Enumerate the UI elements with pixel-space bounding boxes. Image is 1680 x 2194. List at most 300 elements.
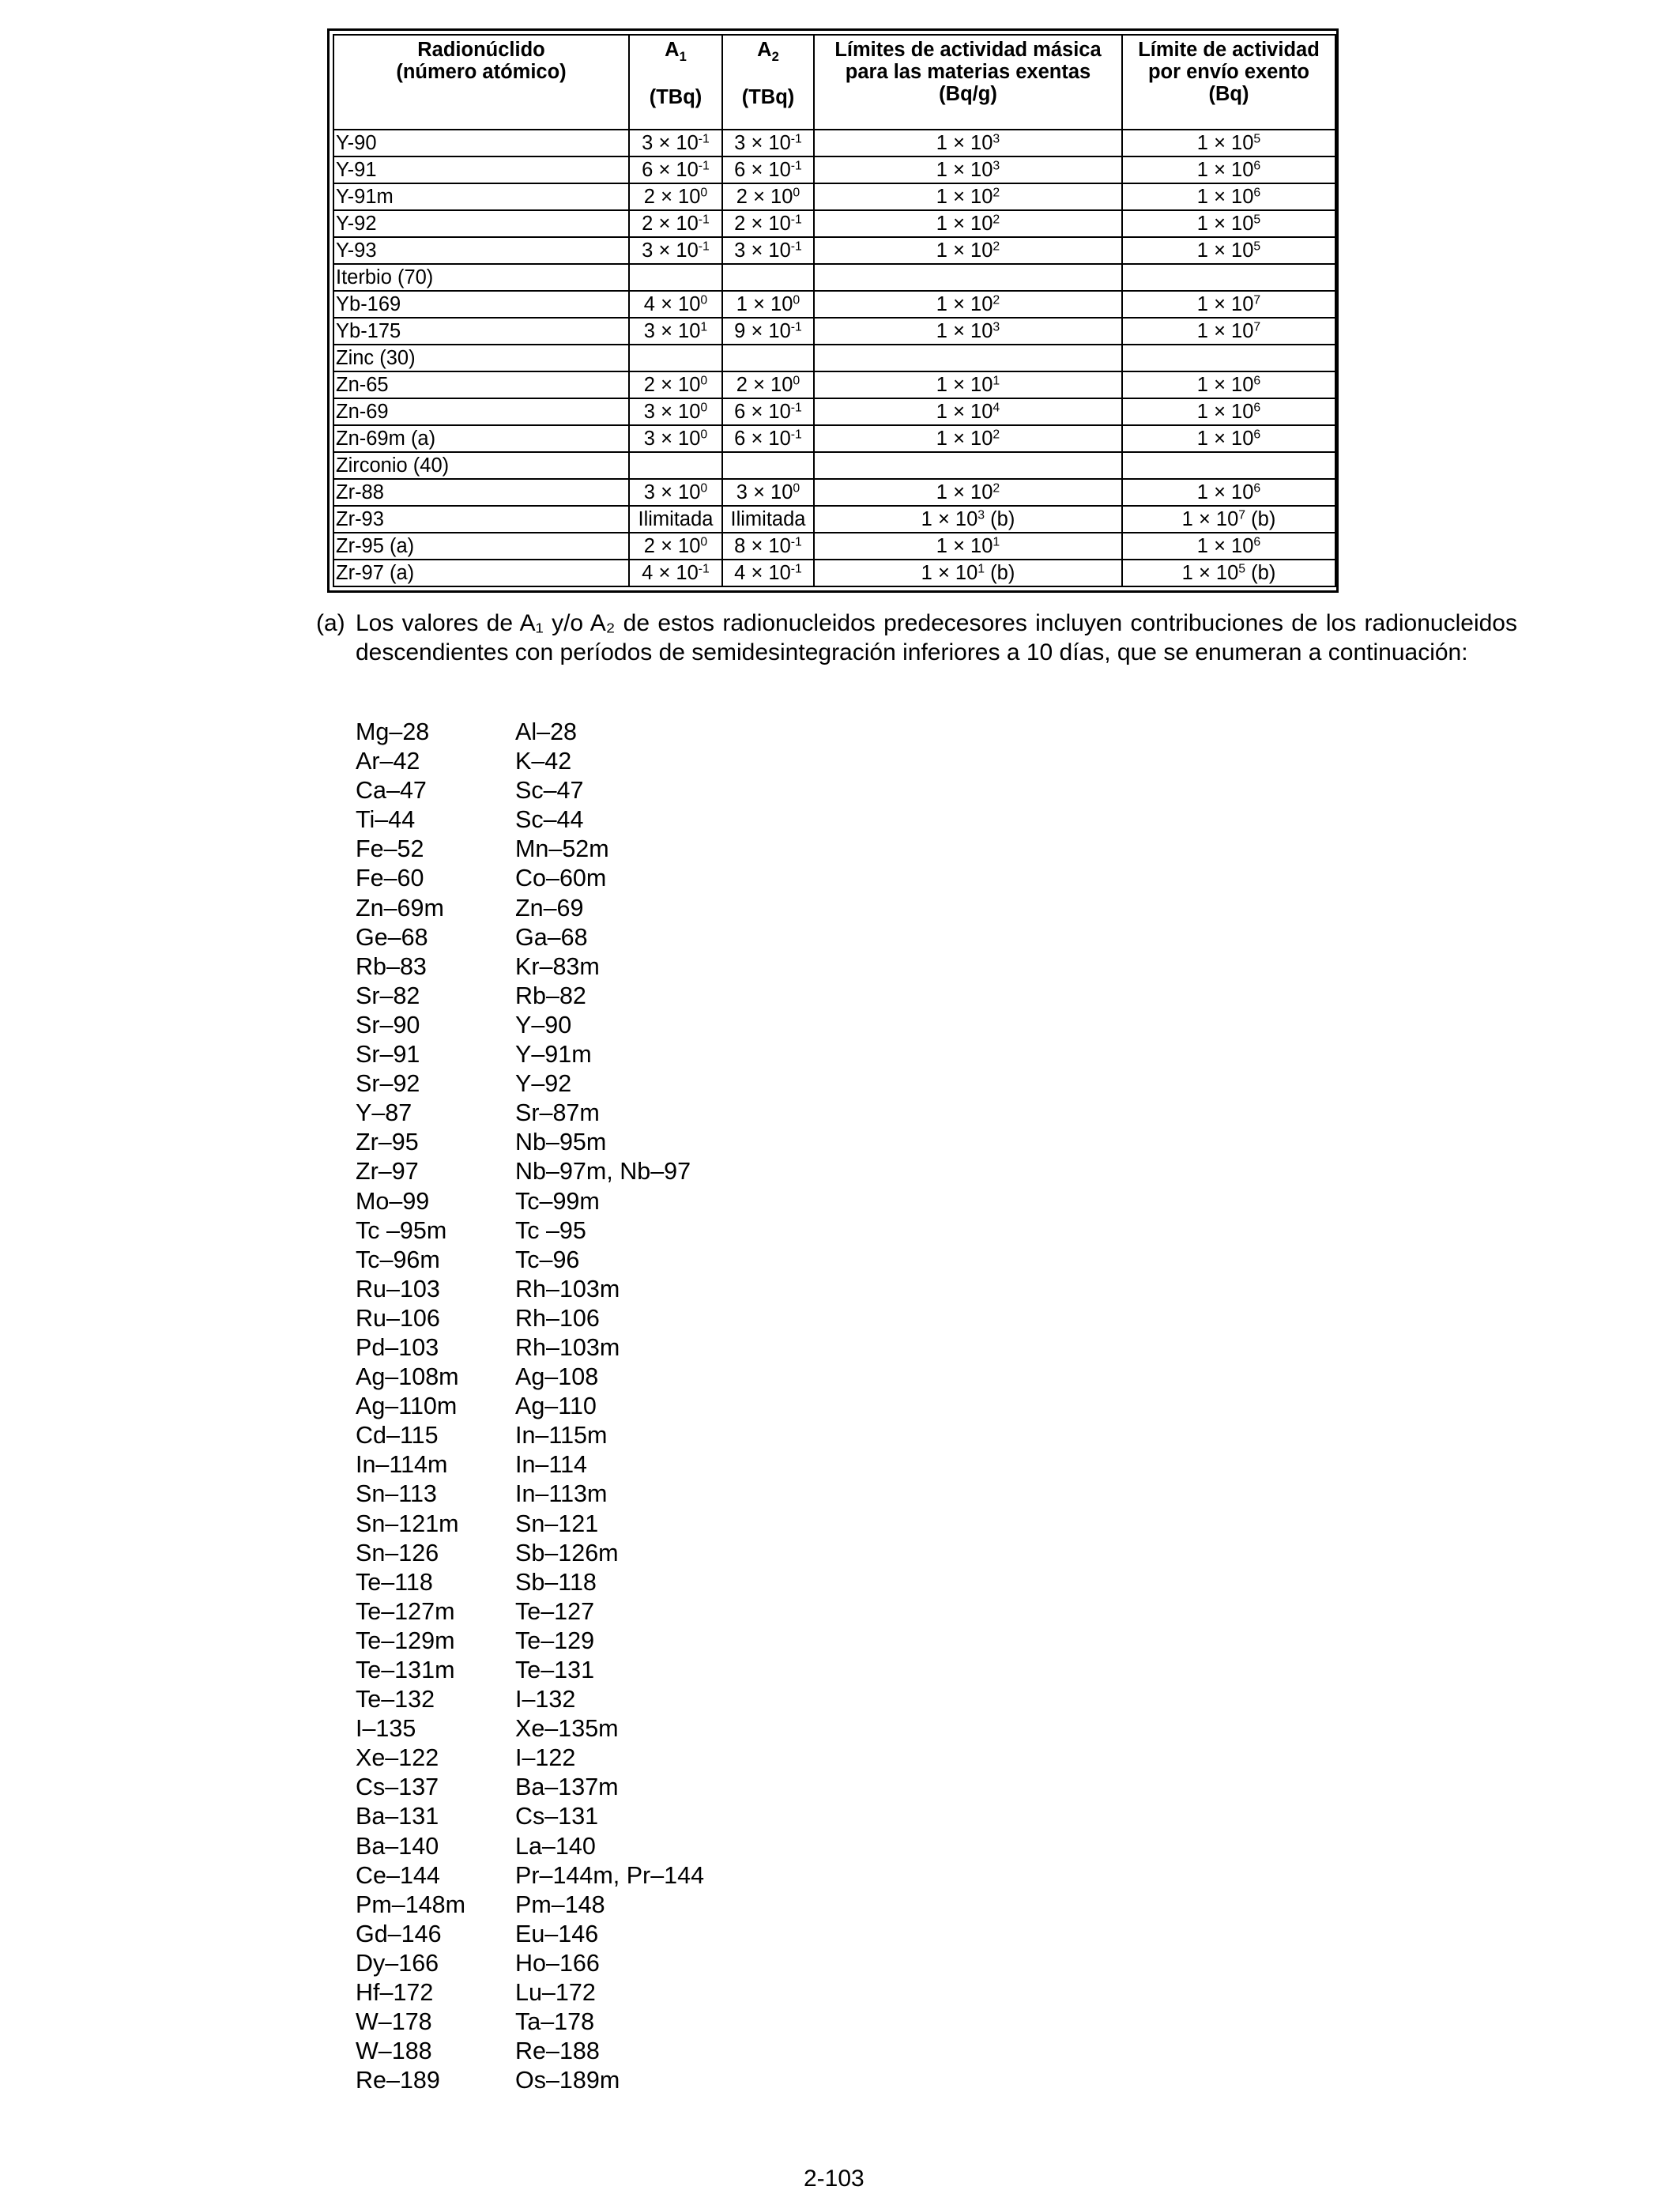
cell-a2 [722,560,814,586]
daughter-nuclides: Al–28 [515,718,578,745]
cell-env-base: 1 × 10 [1196,239,1254,262]
cell-a2-base: 8 × 10 [734,534,791,557]
cell-lim-exponent: 3 [977,508,985,522]
cell-env-note: (b) [1245,561,1276,584]
list-item [356,718,704,747]
parent-nuclide: Te–127m [356,1597,455,1625]
cell-a2-base: 3 × 10 [734,131,791,154]
cell-lim-base: 1 × 10 [936,400,993,423]
cell-a1 [629,479,722,506]
parent-nuclide: Zr–95 [356,1129,419,1156]
list-item [356,952,704,982]
cell-env-base: 1 × 10 [1181,561,1239,584]
list-item [356,1128,704,1157]
cell-lim-base: 1 × 10 [936,292,993,315]
cell-lim-base: 1 × 10 [936,319,993,342]
parent-nuclide: Y–87 [356,1099,412,1127]
cell-a2-base: Ilimitada [730,507,806,530]
cell-a2-exponent: 0 [793,186,800,200]
parent-nuclide: I–135 [356,1715,416,1743]
parent-nuclide: In–114m [356,1451,448,1479]
list-item [356,747,704,776]
cell-a2 [722,506,814,533]
cell-a2-exponent: -1 [790,562,802,576]
cell-a1 [629,425,722,452]
list-item [356,1685,704,1714]
cell-a2-exponent: -1 [790,401,802,415]
list-item [356,1597,704,1627]
cell-lim [814,425,1122,452]
cell-lim-base: 1 × 10 [921,507,978,530]
daughter-nuclides: Tc–96 [515,1246,580,1273]
daughter-nuclides: Xe–135m [515,1715,619,1743]
nuclide-name: Y-90 [333,130,629,156]
cell-a2-exponent: 0 [793,293,800,307]
cell-a2 [722,210,814,237]
daughter-nuclides: Rh–103m [515,1333,620,1361]
cell-a2-base: 6 × 10 [734,427,791,450]
nuclide-name: Yb-169 [333,291,629,318]
cell-lim-exponent: 2 [993,481,1000,496]
cell-a2-exponent: -1 [790,320,802,334]
header-a1-unit: (TBq) [649,86,703,109]
cell-a2-exponent: -1 [790,159,802,173]
nuclide-name: Zr-97 (a) [333,560,629,586]
list-item [356,1040,704,1069]
nuclide-name: Zr-88 [333,479,629,506]
nuclide-name: Zn-69 [333,398,629,425]
cell-a1 [629,533,722,560]
list-item [356,1802,704,1831]
cell-env-exponent: 7 [1253,293,1261,307]
table-group-row [333,345,1335,371]
cell-a1-exponent: 0 [700,401,708,415]
cell-a2 [722,264,814,291]
list-item [356,1450,704,1480]
parent-nuclide: Hf–172 [356,1979,434,2007]
cell-env-base: 1 × 10 [1196,481,1254,503]
cell-a1-base: Ilimitada [638,507,714,530]
cell-env [1122,425,1335,452]
cell-a1 [629,210,722,237]
table-group-row [333,452,1335,479]
cell-env-exponent: 6 [1253,481,1261,496]
cell-a2 [722,452,814,479]
cell-lim [814,183,1122,210]
parent-nuclide: Zr–97 [356,1158,419,1186]
cell-lim-base: 1 × 10 [936,239,993,262]
cell-env [1122,398,1335,425]
table-row [333,560,1335,586]
daughter-nuclides: Zn–69 [515,894,584,922]
cell-a1-base: 2 × 10 [643,373,701,396]
cell-a1-base: 3 × 10 [642,131,699,154]
table-row [333,533,1335,560]
header-radionuclide [333,35,629,130]
cell-a1-exponent: -1 [698,213,710,227]
cell-a2-exponent: 0 [793,374,800,388]
cell-lim [814,291,1122,318]
daughter-nuclides: Cs–131 [515,1803,599,1830]
parent-nuclide: Ru–106 [356,1304,440,1332]
cell-a2 [722,156,814,183]
cell-a2-base: 1 × 10 [736,292,793,315]
list-item [356,1773,704,1802]
cell-lim [814,371,1122,398]
radionuclide-table [333,34,1336,587]
cell-a1-base: 3 × 10 [643,481,701,503]
cell-a1-base: 6 × 10 [642,158,699,181]
table-group-row [333,264,1335,291]
daughter-nuclides: Sb–126m [515,1539,619,1566]
cell-a1-exponent: 0 [700,186,708,200]
list-item [356,1363,704,1392]
cell-a2-exponent: 0 [793,481,800,496]
cell-lim [814,318,1122,345]
list-item [356,2037,704,2066]
daughter-nuclides: Sb–118 [515,1568,597,1596]
cell-a1 [629,371,722,398]
cell-env-base: 1 × 10 [1196,534,1254,557]
cell-a2-base: 2 × 10 [734,212,791,235]
cell-a2 [722,371,814,398]
cell-env-exponent: 7 [1253,320,1261,334]
cell-a1 [629,237,722,264]
header-a1 [629,35,722,130]
table-header-row [333,35,1335,130]
parent-nuclide: Tc –95m [356,1216,447,1244]
header-a2-subscript: 2 [771,49,779,65]
cell-env [1122,479,1335,506]
daughter-nuclides: Pr–144m, Pr–144 [515,1861,705,1889]
table-row [333,318,1335,345]
list-item [356,1568,704,1597]
cell-a1 [629,560,722,586]
cell-a2-base: 3 × 10 [734,239,791,262]
cell-a1 [629,506,722,533]
nuclide-name: Yb-175 [333,318,629,345]
cell-a1-base: 2 × 10 [642,212,699,235]
header-consignment-subtitle: por envío exento [1147,61,1310,84]
parent-nuclide: Ag–110m [356,1393,458,1420]
page-number: 2-103 [804,2166,864,2192]
list-item [356,923,704,952]
daughter-nuclides: Ba–137m [515,1774,619,1801]
daughter-nuclides: Y–92 [515,1070,572,1098]
cell-env-exponent: 6 [1253,428,1261,442]
cell-a1-exponent: -1 [698,562,710,576]
list-item [356,1480,704,1509]
cell-a1 [629,452,722,479]
list-item [356,776,704,805]
daughter-nuclides: Te–127 [515,1597,595,1625]
cell-lim [814,452,1122,479]
table-row [333,479,1335,506]
cell-lim [814,345,1122,371]
radionuclide-table-frame [327,28,1339,593]
list-item [356,1187,704,1216]
cell-env [1122,183,1335,210]
cell-a1-exponent: -1 [698,132,710,146]
daughter-nuclides: Eu–146 [515,1920,599,1947]
nuclide-name: Y-91 [333,156,629,183]
cell-a1-base: 3 × 10 [643,319,701,342]
parent-nuclide: Te–129m [356,1627,455,1654]
cell-env [1122,318,1335,345]
parent-nuclide: Mo–99 [356,1187,430,1215]
cell-env-base: 1 × 10 [1196,212,1254,235]
daughter-nuclides: La–140 [515,1832,596,1860]
list-item [356,982,704,1011]
list-item [356,1832,704,1861]
cell-lim [814,130,1122,156]
parent-nuclide: Ag–108m [356,1363,459,1391]
nuclide-name: Zn-69m (a) [333,425,629,452]
parent-nuclide: Fe–52 [356,835,424,863]
cell-lim-base: 1 × 10 [936,131,993,154]
footnote-marker: (a) [316,610,345,636]
list-item [356,1949,704,1978]
cell-lim-exponent: 1 [993,374,1000,388]
footnote-text: Los valores de A₁ y/o A₂ de estos radionucleidos predecesores incluyen contribuciones de los radionucleidos descendientes con períodos de semidesintegración inferiores a 10 días, que se enumeran a continuación: [356,610,1517,665]
cell-a1-base: 4 × 10 [643,292,701,315]
cell-lim-exponent: 1 [977,562,985,576]
cell-lim [814,237,1122,264]
header-a2-unit: (TBq) [741,86,795,109]
table-row [333,183,1335,210]
list-item [356,1275,704,1304]
cell-env-exponent: 5 [1253,213,1261,227]
cell-env-exponent: 6 [1253,401,1261,415]
nuclide-name: Zr-95 (a) [333,533,629,560]
cell-env-exponent: 7 [1238,508,1246,522]
list-item [356,835,704,864]
daughter-nuclides: Ga–68 [515,923,588,951]
nuclide-name: Y-92 [333,210,629,237]
list-item [356,1920,704,1949]
table-row [333,237,1335,264]
table-body [333,130,1335,586]
table-row [333,425,1335,452]
cell-env-base: 1 × 10 [1196,400,1254,423]
cell-a2 [722,237,814,264]
table-row [333,130,1335,156]
element-group-label: Zirconio (40) [333,452,629,479]
list-item [356,1539,704,1568]
list-item [356,1392,704,1421]
cell-lim-base: 1 × 10 [936,481,993,503]
parent-nuclide: Zn–69m [356,894,444,922]
cell-lim-exponent: 3 [993,159,1000,173]
daughter-nuclides: Lu–172 [515,1979,596,2007]
list-item [356,1656,704,1685]
daughter-nuclides: Ta–178 [515,2008,595,2036]
daughter-nuclides: In–115m [515,1422,608,1449]
cell-a2 [722,291,814,318]
cell-env [1122,130,1335,156]
cell-lim-exponent: 2 [993,293,1000,307]
daughter-nuclides: Y–90 [515,1011,572,1039]
parent-nuclide: Ru–103 [356,1275,440,1302]
parent-nuclide: Fe–60 [356,865,424,892]
cell-a2-base: 6 × 10 [734,400,791,423]
header-consignment-unit: (Bq) [1208,83,1249,106]
cell-lim-exponent: 1 [993,535,1000,549]
cell-env-exponent: 6 [1253,535,1261,549]
cell-lim-base: 1 × 10 [936,158,993,181]
list-item [356,805,704,835]
daughter-nuclides: Re–188 [515,2038,600,2065]
parent-nuclide: Ba–131 [356,1803,439,1830]
header-a1-title: $A_1$ [665,39,687,65]
header-mass-activity-limits [814,35,1122,130]
cell-env-base: 1 × 10 [1196,292,1254,315]
table-row [333,291,1335,318]
parent-daughter-list [356,718,704,2095]
parent-nuclide: Gd–146 [356,1920,442,1947]
cell-lim [814,560,1122,586]
cell-env-exponent: 6 [1253,374,1261,388]
cell-a2-base: 2 × 10 [736,373,793,396]
table-row [333,371,1335,398]
list-item [356,1421,704,1450]
cell-env-exponent: 5 [1238,562,1246,576]
list-item [356,1510,704,1539]
header-mass-activity-unit: (Bq/g) [939,83,997,106]
table-row [333,506,1335,533]
cell-env [1122,264,1335,291]
daughter-nuclides: Mn–52m [515,835,609,863]
header-a1-subscript: 1 [679,49,687,65]
cell-env [1122,345,1335,371]
cell-a1 [629,156,722,183]
cell-lim [814,479,1122,506]
header-consignment-limit [1122,35,1335,130]
cell-a1-exponent: 0 [700,535,708,549]
cell-a1 [629,264,722,291]
daughter-nuclides: Rh–106 [515,1304,600,1332]
list-item [356,1333,704,1363]
cell-a1-exponent: 0 [700,374,708,388]
parent-nuclide: Cd–115 [356,1422,439,1449]
cell-lim-exponent: 3 [993,320,1000,334]
cell-a2-exponent: -1 [790,132,802,146]
nuclide-name: Zn-65 [333,371,629,398]
cell-a2-base: 9 × 10 [734,319,791,342]
cell-lim [814,398,1122,425]
daughter-nuclides: Tc–99m [515,1187,600,1215]
parent-nuclide: Sn–113 [356,1480,437,1508]
nuclide-name: Zr-93 [333,506,629,533]
cell-lim-base: 1 × 10 [936,427,993,450]
cell-a2-base: 4 × 10 [734,561,791,584]
parent-nuclide: Xe–122 [356,1744,439,1772]
cell-a1-exponent: -1 [698,239,710,254]
list-item [356,1069,704,1099]
list-item [356,864,704,893]
daughter-nuclides: Rb–82 [515,982,586,1009]
cell-env-base: 1 × 10 [1196,427,1254,450]
parent-nuclide: Re–189 [356,2067,440,2094]
parent-nuclide: Te–132 [356,1686,435,1713]
parent-nuclide: Dy–166 [356,1949,439,1977]
list-item [356,1216,704,1246]
daughter-nuclides: Sc–47 [515,777,584,805]
daughter-nuclides: Ag–110 [515,1393,597,1420]
cell-lim [814,210,1122,237]
list-item [356,2066,704,2095]
list-item [356,1011,704,1040]
parent-nuclide: Ca–47 [356,777,427,805]
header-a2-title: $A_2$ [757,39,779,65]
parent-nuclide: Ti–44 [356,806,416,834]
cell-env-exponent: 6 [1253,159,1261,173]
cell-a1-base: 3 × 10 [643,400,701,423]
daughter-nuclides: Os–189m [515,2067,620,2094]
daughter-nuclides: Tc –95 [515,1216,586,1244]
list-item [356,1891,704,1920]
list-item [356,894,704,923]
cell-env-exponent: 5 [1253,239,1261,254]
list-item [356,1714,704,1744]
list-item [356,1861,704,1891]
cell-a1-exponent: 0 [700,428,708,442]
cell-lim [814,506,1122,533]
list-item [356,1744,704,1773]
cell-lim [814,264,1122,291]
parent-nuclide: Pm–148m [356,1891,466,1918]
parent-nuclide: Rb–83 [356,952,427,980]
list-item [356,1978,704,2007]
daughter-nuclides: Nb–95m [515,1129,607,1156]
cell-a2 [722,183,814,210]
list-item [356,1627,704,1656]
cell-lim-exponent: 3 [993,132,1000,146]
table-row [333,210,1335,237]
cell-lim [814,156,1122,183]
parent-nuclide: Cs–137 [356,1774,439,1801]
header-radionuclide-title: Radionúclido [417,39,545,61]
cell-env-base: 1 × 10 [1196,131,1254,154]
cell-lim-base: 1 × 10 [936,534,993,557]
cell-env-base: 1 × 10 [1196,319,1254,342]
cell-a2 [722,533,814,560]
cell-a2-base: 2 × 10 [736,185,793,208]
cell-lim-base: 1 × 10 [936,373,993,396]
parent-nuclide: W–188 [356,2038,432,2065]
cell-env-base: 1 × 10 [1196,158,1254,181]
cell-env [1122,156,1335,183]
daughter-nuclides: In–114 [515,1451,588,1479]
cell-env-base: 1 × 10 [1181,507,1239,530]
daughter-nuclides: Te–131 [515,1657,595,1683]
parent-nuclide: Mg–28 [356,718,430,745]
daughter-nuclides: K–42 [515,748,572,775]
daughter-nuclides: Nb–97m, Nb–97 [515,1158,691,1186]
parent-nuclide: Sr–92 [356,1070,420,1098]
cell-a2-exponent: -1 [790,239,802,254]
cell-a1-base: 4 × 10 [642,561,699,584]
daughter-nuclides: Sn–121 [515,1510,599,1537]
header-consignment-title: Límite de actividad [1138,39,1320,61]
parent-nuclide: Tc–96m [356,1246,440,1273]
cell-a2-exponent: -1 [790,428,802,442]
cell-env [1122,291,1335,318]
cell-lim-note: (b) [985,507,1015,530]
cell-a1-exponent: -1 [698,159,710,173]
cell-a1-base: 2 × 10 [643,185,701,208]
header-mass-activity-title: Límites de actividad másica [834,39,1102,61]
